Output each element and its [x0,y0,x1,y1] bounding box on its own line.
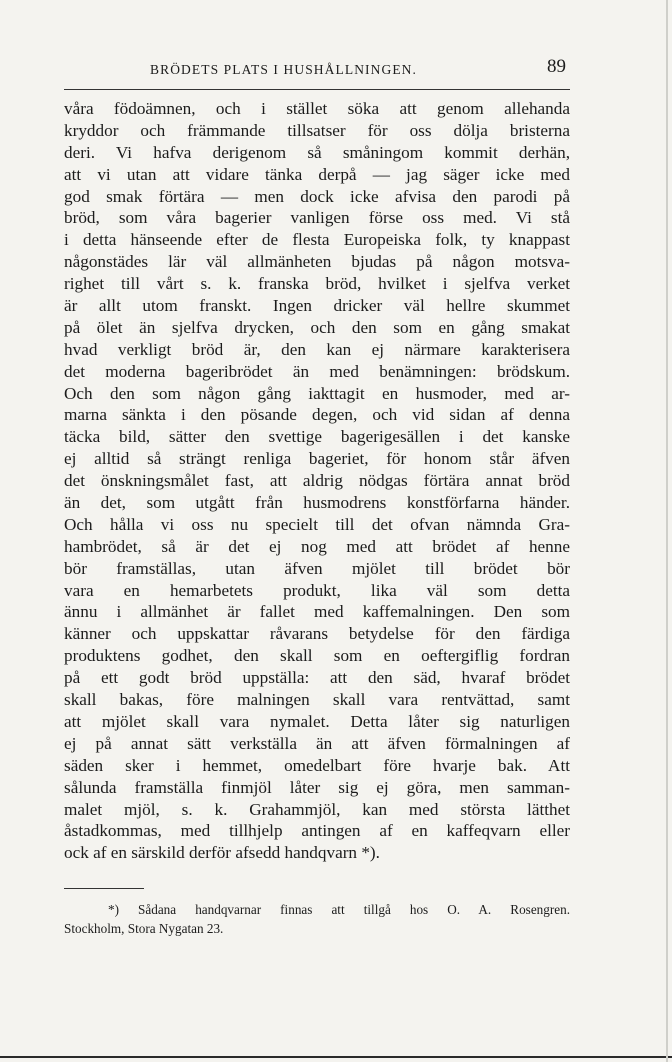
page-number: 89 [547,56,566,77]
text-line: i detta hänseende efter de flesta Europeiska folk, ty knappast [64,230,570,250]
text-line: marna sänkta i den pösande degen, och vid sidan af denna [64,405,570,425]
text-line: ej alltid så strängt renliga bageriet, för honom står äfven [64,449,570,469]
text-line: på ett godt bröd uppställa: att den säd, hvaraf brödet [64,668,570,688]
text-line: vara en hemarbetets produkt, lika väl som detta [64,580,570,600]
text-line: känner och uppskattar råvarans betydelse för den färdiga [64,624,570,644]
text-line: kryddor och främmande tillsatser för oss dölja bristerna [64,120,570,140]
text-line: våra födoämnen, och i stället söka att genom allehanda [64,99,570,118]
text-line: Och hålla vi oss nu specielt till det ofvan nämnda Gra- [64,514,570,534]
text-line: någonstädes lär väl allmänheten bjudas på någon motsva- [64,252,570,272]
body-text [64,98,570,864]
header-rule [64,89,570,90]
text-line: åstadkommas, med tillhjelp antingen af en kaffeqvarn eller [64,821,570,841]
text-line: Och den som någon gång iakttagit en husmoder, med ar- [64,383,570,403]
text-line: på ölet än sjelfva drycken, och den som en gång smakat [64,317,570,337]
scan-right-edge [666,0,668,1062]
text-line: bröd, som våra bagerier vanligen förse oss med. Vi stå [64,208,570,228]
text-line: ock af en särskild derför afsedd handqvarn *). [64,843,380,863]
text-line: hvad verkligt bröd är, den kan ej närmare karakterisera [64,339,570,359]
text-line: än det, som utgått från husmodrens konstförfarna händer. [64,493,570,513]
text-line: säden sker i hemmet, omedelbart före hvarje bak. Att [64,755,570,775]
footnote-line: *) Sådana handqvarnar finnas att tillgå hos O. A. Rosengren. [108,902,570,917]
text-line: skall bakas, före malningen skall vara rentvättad, samt [64,690,570,710]
text-line: malet mjöl, s. k. Grahammjöl, kan med största lätthet [64,799,570,819]
running-head: BRÖDETS PLATS I HUSHÅLLNINGEN. [150,62,418,77]
scan-bottom-edge [0,1056,672,1058]
text-line: god smak förtära — men dock icke afvisa den parodi på [64,186,570,206]
footnote-line: Stockholm, Stora Nygatan 23. [64,921,224,936]
footnote [64,900,570,938]
text-line: deri. Vi hafva derigenom så småningom kommit derhän, [64,142,570,162]
text-line: hambrödet, så är det ej nog med att brödet af henne [64,536,570,556]
text-line: är allt utom franskt. Ingen dricker väl hellre skummet [64,296,570,316]
text-line: bör framställas, utan äfven mjölet till brödet bör [64,558,570,578]
text-line: ej på annat sätt verkställa än att äfven förmalningen af [64,733,570,753]
text-line: sålunda framställa finmjöl låter sig ej göra, men samman- [64,777,570,797]
text-line: att mjölet skall vara nymalet. Detta låter sig naturligen [64,711,570,731]
page-header [64,52,570,82]
text-line: att vi utan att vidare tänka derpå — jag säger icke med [64,164,570,184]
footnote-rule [64,888,144,889]
text-line: täcka bild, sätter den svettige bagerigesällen i det kanske [64,427,570,447]
text-line: det moderna bageribrödet än med benämningen: brödskum. [64,361,570,381]
text-line: ännu i allmänhet är fallet med kaffemalningen. Den som [64,602,570,622]
text-line: det önskningsmålet fast, att aldrig nödgas förtära annat bröd [64,471,570,491]
text-line: produktens godhet, den skall som en oeftergiflig fordran [64,646,570,666]
text-line: righet till vårt s. k. franska bröd, hvilket i sjelfva verket [64,274,570,294]
